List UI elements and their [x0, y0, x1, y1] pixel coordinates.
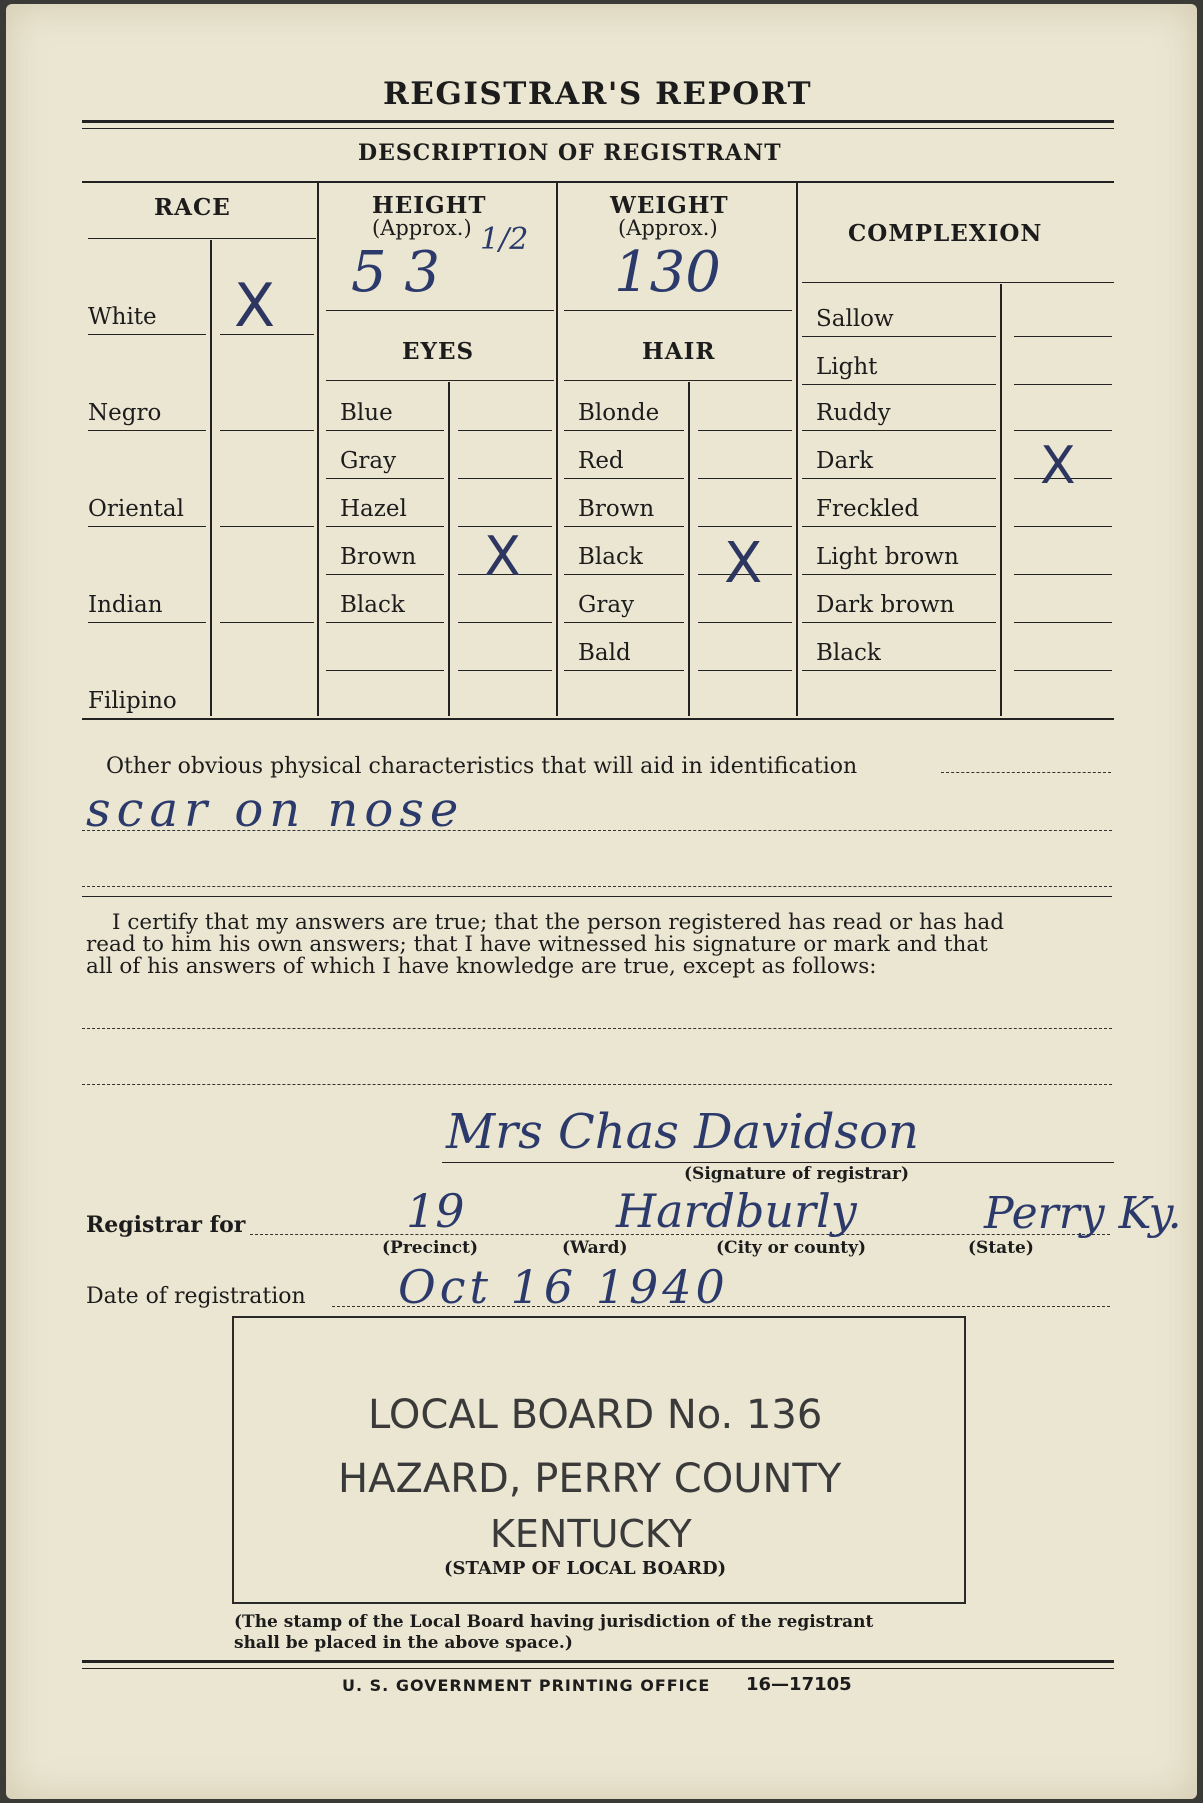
complexion-mark-rule: [1014, 336, 1112, 337]
hair-row-rule: [564, 622, 684, 623]
title-rule-top: [82, 120, 1114, 123]
race-row-rule: [88, 526, 206, 527]
eyes-row-rule: [326, 430, 444, 431]
certify-line-2: read to him his own answers; that I have witnessed his signature or mark and that: [86, 932, 988, 957]
complexion-mark-rule: [1014, 384, 1112, 385]
registrar-signature: Mrs Chas Davidson: [446, 1104, 919, 1160]
other-characteristics-line: [82, 830, 1112, 831]
race-mark-rule: [220, 622, 314, 623]
printer-credit: U. S. GOVERNMENT PRINTING OFFICE: [342, 1676, 711, 1695]
eyes-row-rule: [326, 574, 444, 575]
race-col-divider: [210, 240, 212, 716]
precinct-caption: (Precinct): [382, 1238, 479, 1258]
hair-option-blonde: Blonde: [578, 400, 660, 426]
ward-caption: (Ward): [562, 1238, 628, 1258]
complexion-dark-mark: X: [1040, 436, 1076, 496]
exceptions-line: [82, 1084, 1112, 1085]
complexion-row-rule: [802, 336, 996, 337]
eyes-header: EYES: [402, 338, 475, 365]
certify-line-3: all of his answers of which I have knowledge are true, except as follows:: [86, 954, 877, 979]
other-characteristics-label: Other obvious physical characteristics that will aid in identification: [106, 754, 858, 779]
section-subtitle: DESCRIPTION OF REGISTRANT: [358, 140, 782, 166]
eyes-mark-rule: [458, 478, 552, 479]
state-value: Perry Ky.: [984, 1188, 1182, 1239]
hair-mark-rule: [698, 478, 792, 479]
hair-mark-rule: [698, 622, 792, 623]
complexion-header-rule: [802, 282, 1114, 283]
city-caption: (City or county): [716, 1238, 867, 1258]
complexion-row-rule: [802, 430, 996, 431]
complexion-option-ruddy: Ruddy: [816, 400, 891, 426]
date-of-registration-label: Date of registration: [86, 1284, 306, 1309]
hair-row-rule: [564, 574, 684, 575]
height-fraction: 1/2: [480, 222, 529, 257]
certify-line-1: I certify that my answers are true; that the person registered has read or has had: [112, 910, 1005, 935]
eyes-option-blue: Blue: [340, 400, 393, 426]
complexion-mark-divider: [1000, 284, 1002, 716]
table-bottom-rule: [82, 718, 1114, 720]
eyes-header-rule: [326, 380, 554, 381]
eyes-option-hazel: Hazel: [340, 496, 407, 522]
height-weight-divider: [556, 182, 558, 716]
stamp-note-line-1: (The stamp of the Local Board having jurisdiction of the registrant: [234, 1612, 874, 1632]
stamp-line-3: KENTUCKY: [490, 1512, 692, 1556]
race-option-filipino: Filipino: [88, 688, 177, 714]
complexion-mark-rule: [1014, 670, 1112, 671]
weight-value: 130: [614, 240, 721, 305]
hair-option-bald: Bald: [578, 640, 631, 666]
race-header-rule: [88, 238, 316, 239]
weight-value-rule: [564, 310, 792, 311]
hair-row-rule: [564, 526, 684, 527]
stamp-note-line-2: shall be placed in the above space.): [234, 1633, 573, 1653]
race-option-oriental: Oriental: [88, 496, 184, 522]
race-header: RACE: [154, 194, 231, 221]
hair-row-rule: [564, 430, 684, 431]
state-caption: (State): [968, 1238, 1034, 1258]
race-mark-rule: [220, 430, 314, 431]
eyes-row-rule: [326, 670, 444, 671]
complexion-header: COMPLEXION: [848, 220, 1043, 247]
complexion-mark-rule: [1014, 574, 1112, 575]
eyes-mark-rule: [458, 670, 552, 671]
footer-rule-thin: [82, 1668, 1114, 1669]
signature-caption: (Signature of registrar): [684, 1164, 910, 1184]
complexion-mark-rule: [1014, 622, 1112, 623]
complexion-option-dark-brown: Dark brown: [816, 592, 955, 618]
hair-option-brown: Brown: [578, 496, 655, 522]
complexion-option-sallow: Sallow: [816, 306, 894, 332]
exceptions-line: [82, 1028, 1112, 1029]
race-option-negro: Negro: [88, 400, 162, 426]
hair-black-mark: X: [724, 531, 763, 596]
hair-header: HAIR: [642, 338, 716, 365]
hair-option-gray: Gray: [578, 592, 635, 618]
height-value-rule: [326, 310, 554, 311]
eyes-row-rule: [326, 526, 444, 527]
complexion-row-rule: [802, 526, 996, 527]
eyes-mark-rule: [458, 622, 552, 623]
race-row-rule: [88, 334, 206, 335]
weight-complexion-divider: [796, 182, 798, 716]
precinct-value: 19: [406, 1184, 465, 1238]
height-header: HEIGHT: [372, 192, 487, 219]
complexion-row-rule: [802, 622, 996, 623]
complexion-option-light: Light: [816, 354, 878, 380]
weight-header: WEIGHT: [610, 192, 729, 219]
eyes-option-brown: Brown: [340, 544, 417, 570]
complexion-mark-rule: [1014, 526, 1112, 527]
race-mark-rule: [220, 526, 314, 527]
stamp-caption: (STAMP OF LOCAL BOARD): [444, 1558, 727, 1579]
race-option-indian: Indian: [88, 592, 163, 618]
hair-mark-rule: [698, 526, 792, 527]
complexion-option-dark: Dark: [816, 448, 874, 474]
form-number: 16—17105: [746, 1674, 852, 1695]
weight-subheader: (Approx.): [618, 216, 718, 240]
hair-header-rule: [564, 380, 792, 381]
eyes-option-black: Black: [340, 592, 405, 618]
race-option-white: White: [88, 304, 157, 330]
signature-line: [442, 1162, 1114, 1163]
height-value: 5 3: [351, 240, 441, 305]
hair-option-black: Black: [578, 544, 643, 570]
complexion-row-rule: [802, 574, 996, 575]
complexion-option-light-brown: Light brown: [816, 544, 959, 570]
stamp-line-1: LOCAL BOARD No. 136: [368, 1392, 823, 1438]
title-rule-bottom: [82, 128, 1114, 129]
complexion-mark-rule: [1014, 430, 1112, 431]
complexion-row-rule: [802, 670, 996, 671]
registrar-report-card: [6, 4, 1197, 1799]
eyes-mark-rule: [458, 430, 552, 431]
hair-row-rule: [564, 670, 684, 671]
date-of-registration-value: Oct 16 1940: [398, 1260, 729, 1314]
complexion-row-rule: [802, 384, 996, 385]
race-row-rule: [88, 622, 206, 623]
certify-rule: [82, 896, 1112, 897]
stamp-line-2: HAZARD, PERRY COUNTY: [338, 1456, 842, 1502]
eyes-row-rule: [326, 478, 444, 479]
eyes-option-gray: Gray: [340, 448, 397, 474]
race-height-divider: [317, 182, 319, 716]
race-row-rule: [88, 430, 206, 431]
page-title: REGISTRAR'S REPORT: [383, 76, 813, 112]
footer-rule: [82, 1660, 1114, 1663]
eyes-row-rule: [326, 622, 444, 623]
hair-option-red: Red: [578, 448, 624, 474]
race-white-mark: X: [234, 271, 276, 341]
eyes-mark-divider: [448, 382, 450, 716]
registrar-for-label: Registrar for: [86, 1212, 246, 1238]
city-value: Hardburly: [616, 1184, 857, 1238]
height-subheader: (Approx.): [372, 216, 472, 240]
other-characteristics-value: scar on nose: [86, 782, 465, 838]
hair-mark-divider: [688, 382, 690, 716]
hair-row-rule: [564, 478, 684, 479]
complexion-row-rule: [802, 478, 996, 479]
table-top-rule: [82, 181, 1114, 183]
eyes-brown-mark: X: [484, 525, 521, 588]
complexion-option-black: Black: [816, 640, 881, 666]
hair-mark-rule: [698, 670, 792, 671]
other-characteristics-line: [82, 886, 1112, 887]
hair-mark-rule: [698, 430, 792, 431]
complexion-option-freckled: Freckled: [816, 496, 920, 522]
other-characteristics-dashes: [941, 772, 1111, 773]
